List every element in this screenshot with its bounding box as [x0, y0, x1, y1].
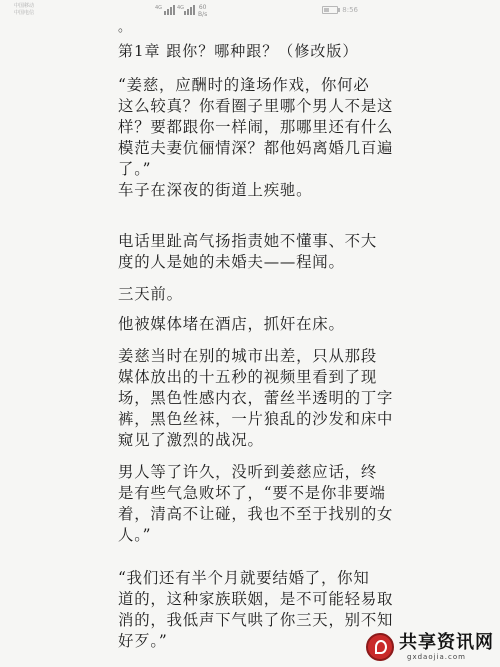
- text-line: 是有些气急败坏了，“要不是你非要端: [118, 484, 386, 502]
- previous-text-fragment: 。: [118, 20, 132, 35]
- paragraph: [118, 462, 400, 546]
- text-line: 样？要都跟你一样闹，那哪里还有什么: [118, 118, 394, 136]
- text-line: 这么较真？你看圈子里哪个男人不是这: [118, 97, 394, 115]
- text-line: 窥见了激烈的战况。: [118, 431, 264, 449]
- text-line: 了。”: [118, 160, 152, 178]
- text-line: 人。”: [118, 526, 152, 544]
- paragraph: [118, 314, 400, 335]
- text-line: 三天前。: [118, 285, 183, 303]
- network-speed-value: 60: [198, 4, 207, 11]
- text-line: 裤，黑色丝袜，一片狼乱的沙发和床中: [118, 410, 394, 428]
- chapter-title: 第1章 跟你？哪种跟？（修改版）: [118, 42, 359, 60]
- site-logo-icon: [366, 633, 394, 661]
- paragraph: [118, 180, 400, 201]
- text-line: “姜慈，应酬时的逢场作戏，你何必: [118, 76, 370, 94]
- paragraph: [118, 568, 400, 652]
- status-time: 8:56: [342, 6, 358, 14]
- paragraph: [118, 75, 400, 180]
- text-line: 车子在深夜的街道上疾驰。: [118, 181, 313, 199]
- signal-type-1: 4G: [155, 5, 163, 11]
- text-line: 他被媒体堵在酒店，抓奸在床。: [118, 315, 345, 333]
- text-line: 电话里趾高气扬指责她不懂事、不大: [118, 232, 378, 250]
- text-line: 着，清高不让碰，我也不至于找别的女: [118, 505, 394, 523]
- watermark-site-name: 共享资讯网: [399, 631, 494, 653]
- carrier-name-1: 中国移动: [14, 3, 35, 9]
- text-line: 好歹。”: [118, 632, 168, 650]
- text-line: 模范夫妻伉俪情深？都他妈离婚几百遍: [118, 139, 394, 157]
- paragraph: [118, 231, 400, 273]
- text-line: 姜慈当时在别的城市出差，只从那段: [118, 347, 378, 365]
- paragraph: [118, 346, 400, 451]
- site-watermark: [366, 626, 500, 667]
- signal-type-2: 4G: [177, 5, 185, 11]
- text-line: 场，黑色性感内衣，蕾丝半透明的丁字: [118, 389, 394, 407]
- network-speed-unit: B/s: [198, 11, 208, 18]
- text-line: “我们还有半个月就要结婚了，你知: [118, 569, 370, 587]
- text-line: 道的，这种家族联姻，是不可能轻易取: [118, 590, 394, 608]
- text-line: 男人等了许久，没听到姜慈应话，终: [118, 463, 378, 481]
- watermark-domain: gxdaojia.com: [407, 652, 466, 661]
- text-line: 消的，我低声下气哄了你三天，别不知: [118, 611, 394, 629]
- paragraph: [118, 284, 400, 305]
- text-line: 媒体放出的十五秒的视频里看到了现: [118, 368, 378, 386]
- carrier-name-2: 中国电信: [14, 10, 35, 16]
- text-line: 度的人是她的未婚夫——程闻。: [118, 253, 345, 271]
